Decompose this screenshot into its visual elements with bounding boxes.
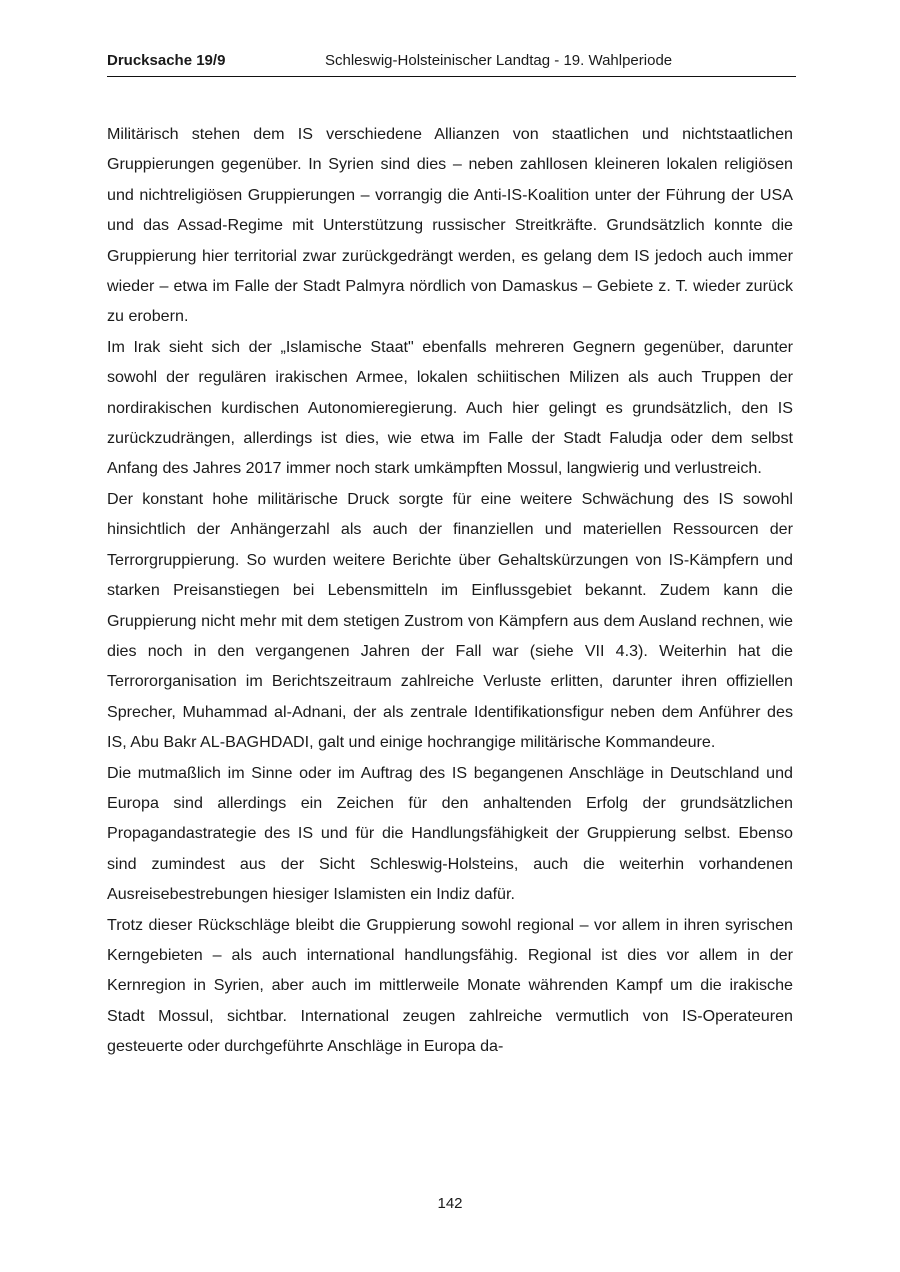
page-number: 142: [437, 1195, 463, 1212]
document-title: Schleswig-Holsteinischer Landtag - 19. Wahlperiode: [325, 52, 673, 69]
page-header: [107, 50, 796, 77]
body-text: [107, 119, 793, 1062]
paragraph: Die mutmaßlich im Sinne oder im Auftrag des IS begangenen Anschläge in Deutschland und Europa sind allerdings ein Zeichen für den anhaltenden Erfolg der grundsätzlichen Propagandastrategie des IS und für die Handlungsfähigkeit der Gruppierung selbst. Ebenso sind zumindest aus der Sicht Schleswig-Holsteins, auch die weiterhin vorhandenen Ausreisebestrebungen hiesiger Islamisten ein Indiz dafür.: [107, 763, 793, 904]
paragraph: Im Irak sieht sich der „Islamische Staat" ebenfalls mehreren Gegnern gegenüber, darunter sowohl der regulären irakischen Armee, lokalen schiitischen Milizen als auch Truppen der nordirakischen kurdischen Autonomieregierung. Auch hier gelingt es grundsätzlich, den IS zurückzudrängen, allerdings ist dies, wie etwa im Falle der Stadt Faludja oder dem selbst Anfang des Jahres 2017 immer noch stark umkämpften Mossul, langwierig und verlustreich.: [107, 337, 793, 478]
paragraph: Trotz dieser Rückschläge bleibt die Gruppierung sowohl regional – vor allem in ihren syrischen Kerngebieten – als auch international handlungsfähig. Regional ist dies vor allem in der Kernregion in Syrien, aber auch im mittlerweile Monate währenden Kampf um die irakische Stadt Mossul, sichtbar. International zeugen zahlreiche vermutlich von IS-Operateuren gesteuerte oder durchgeführte Anschläge in Europa da-: [107, 915, 793, 1056]
paragraph: Der konstant hohe militärische Druck sorgte für eine weitere Schwächung des IS sowohl hinsichtlich der Anhängerzahl als auch der finanziellen und materiellen Ressourcen der Terrorgruppierung. So wurden weitere Berichte über Gehaltskürzungen von IS-Kämpfern und starken Preisanstiegen bei Lebensmitteln im Einflussgebiet bekannt. Zudem kann die Gruppierung nicht mehr mit dem stetigen Zustrom von Kämpfern aus dem Ausland rechnen, wie dies noch in den vergangenen Jahren der Fall war (siehe VII 4.3). Weiterhin hat die Terrororganisation im Berichtszeitraum zahlreiche Verluste erlitten, darunter ihren offiziellen Sprecher, Muhammad al-Adnani, der als zentrale Identifikationsfigur neben dem Anführer des IS, Abu Bakr AL-BAGHDADI, galt und einige hochrangige militärische Kommandeure.: [107, 489, 793, 752]
paragraph: Militärisch stehen dem IS verschiedene Allianzen von staatlichen und nichtstaatlichen Gruppierungen gegenüber. In Syrien sind dies – neben zahllosen kleineren lokalen religiösen und nichtreligiösen Gruppierungen – vorrangig die Anti-IS-Koalition unter der Führung der USA und das Assad-Regime mit Unterstützung russischer Streitkräfte. Grundsätzlich konnte die Gruppierung hier territorial zwar zurückgedrängt werden, es gelang dem IS jedoch auch immer wieder – etwa im Falle der Stadt Palmyra nördlich von Damaskus – Gebiete z. T. wieder zurück zu erobern.: [107, 125, 793, 326]
document-number: Drucksache 19/9: [107, 52, 226, 69]
